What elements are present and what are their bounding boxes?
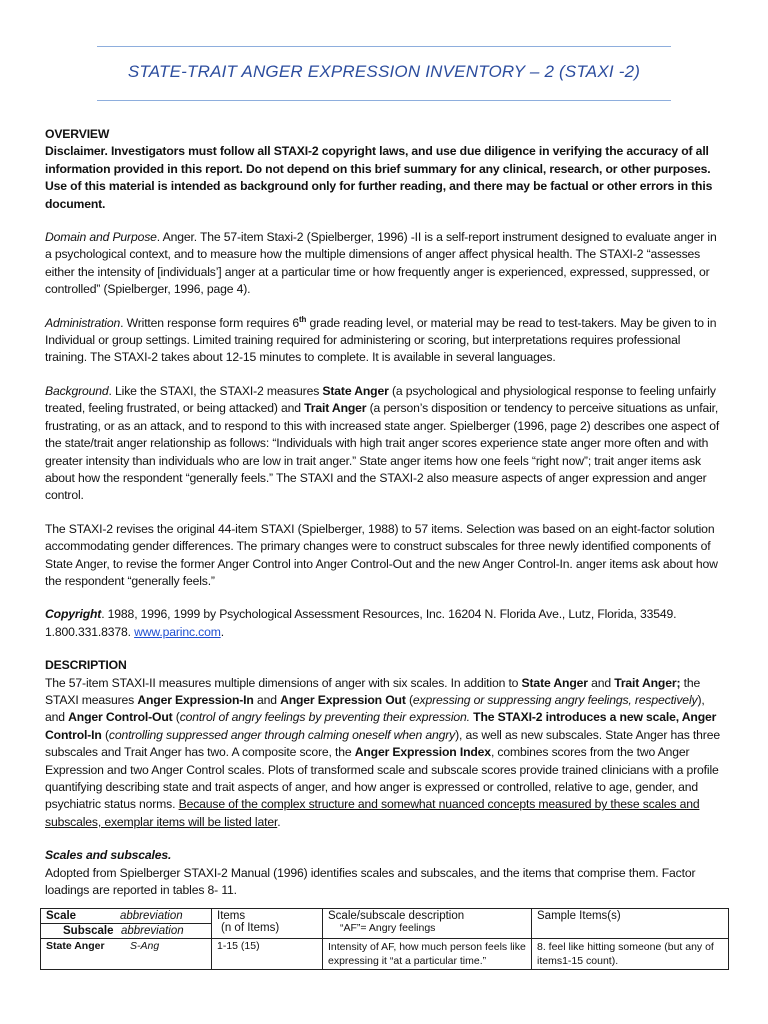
desc-control-out: Anger Control-Out (68, 710, 173, 725)
row-abbreviation: S-Ang (130, 940, 160, 952)
desc-italic-2: control of angry feelings by preventing their expression. (179, 710, 470, 725)
copyright-label: Copyright (45, 607, 102, 622)
copyright-paragraph (45, 606, 723, 641)
header-abbreviation: abbreviation (120, 910, 183, 922)
row-sample: 8. feel like hitting someone (but any of items1-15 count). (532, 939, 729, 970)
desc-expression-out: Anger Expression Out (280, 692, 406, 707)
background-text-3: (a person’s disposition or tendency to perceive situations as unfair, frustrating, or as an attack, and to respond to this with increased state anger. Spielberger (1996, page 2) describes one aspect of the state/trait anger relationship as follows: “Individuals with high trait anger scores experience state anger more often and with greater intensity than individuals who are low in trait anger.” State anger items how one feels “right now”; trait anger items ask about how the respondent “generally feels.” The STAXI and the STAXI-2 also measure aspects of anger expression and anger control. (45, 401, 720, 503)
document-body (45, 126, 723, 899)
description-heading: DESCRIPTION (45, 658, 127, 673)
description-paragraph (45, 675, 723, 832)
copyright-end: . (220, 624, 224, 639)
desc-text-2: and (587, 675, 615, 690)
header-scale-line (41, 909, 211, 924)
row-description: Intensity of AF, how much person feels like expressing it “at a particular time.” (323, 939, 532, 970)
desc-italic-1: expressing or suppressing angry feelings, respectively (412, 692, 698, 707)
desc-expression-index: Anger Expression Index (354, 745, 491, 760)
desc-expression-in: Anger Expression-In (137, 692, 254, 707)
administration-label: Administration (45, 315, 121, 330)
background-label: Background (45, 383, 109, 398)
scales-intro: Adopted from Spielberger STAXI-2 Manual (1996) identifies scales and subscales, and the items that comprise them. Factor loadings are reported in tables 8- 11. (45, 865, 696, 898)
domain-label: Domain and Purpose (45, 230, 157, 245)
row-scale: State Anger (46, 940, 105, 952)
header-sample: Sample Items(s) (537, 910, 621, 922)
desc-text-3: the STAXI measures (45, 675, 701, 707)
document-title: STATE-TRAIT ANGER EXPRESSION INVENTORY – 2 (STAXI -2) (127, 62, 641, 81)
background-state-anger: State Anger (322, 383, 389, 398)
administration-sup: th (299, 314, 307, 324)
domain-text: . Anger. The 57-item Staxi-2 (Spielberger, 1996) -II is a self-report instrument designed to evaluate anger in a psychological context, and to measure how the multiple dimensions of anger affect physical health. The STAXI-2 “assesses either the intensity of [individuals’] anger at a particular time or how frequently anger is experienced, expressed, suppressed, or controlled” (Spielberger, 1996, page 4). (45, 230, 717, 297)
desc-control-in: Anger Control-In (45, 710, 717, 742)
header-subscale-line (41, 924, 211, 938)
header-sample-cell (532, 909, 729, 939)
table-header-row (41, 909, 729, 939)
header-scale: Scale (46, 910, 77, 922)
domain-paragraph (45, 229, 723, 299)
header-description: Scale/subscale description (328, 910, 465, 922)
administration-text-b: grade reading level, or material may be read to test-takers. May be given to in Individual or group settings. Limited training required for administering or scoring, but interpretations requires professional training. The STAXI-2 takes about 12-15 minutes to complete. It is available in several languages. (45, 315, 717, 365)
desc-text-9: ( (101, 727, 109, 742)
desc-text-5: ( (405, 692, 413, 707)
revision-paragraph: The STAXI-2 revises the original 44-item STAXI (Spielberger, 1988) to 57 items. Selection was based on an eight-factor solution accommodating gender differences. The primary changes were to construct subscales for three newly identified components of State Anger, to revise the former Anger Control into Anger Control-Out and the new Anger Control-In. anger items ask about how the respondent “generally feels.” (45, 521, 718, 588)
header-scale-cell (41, 909, 212, 939)
desc-text-12: . (277, 814, 281, 829)
desc-underlined: Because of the complex structure and somewhat nuanced concepts measured by these scales and subscales, exemplar items will be listed later (45, 797, 700, 829)
scales-heading: Scales and subscales. (45, 848, 172, 863)
desc-text-4: and (253, 692, 281, 707)
background-text-2: (a psychological and physiological response to feeling unfairly treated, feeling frustrated, or being attacked) and (45, 383, 716, 416)
desc-text-11: , combines scores from the two Anger Expression and two Anger Control scales. Plots of transformed scale and subscale scores provide trained clinicians with a profile quantifying describing state and trait aspects of anger, and how anger is expressed or controlled, relative to age, gender, and psychiatric status norms. (45, 745, 719, 812)
desc-text-8: The STAXI-2 introduces a new scale, (469, 710, 682, 725)
desc-text-10: ), as well as new subscales. State Anger has three subscales and Trait Anger has two. A composite score, the (45, 727, 720, 760)
copyright-text: . 1988, 1996, 1999 by Psychological Assessment Resources, Inc. 16204 N. Florida Ave., Lutz, Florida, 33549. 1.800.331.8378. (45, 607, 677, 639)
administration-paragraph (45, 315, 723, 367)
desc-trait-anger: Trait Anger; (614, 675, 681, 690)
administration-text-a: . Written response form requires 6 (120, 315, 300, 330)
top-rule (97, 46, 671, 47)
desc-state-anger: State Anger (521, 675, 588, 690)
table-row (41, 939, 729, 970)
header-desc-cell (323, 909, 532, 939)
desc-text-6: ), and (45, 692, 705, 725)
header-sub-abbreviation: abbreviation (121, 925, 184, 937)
disclaimer-paragraph: Disclaimer. Investigators must follow all STAXI-2 copyright laws, and use due diligence in verifying the accuracy of all information provided in this report. Do not depend on this brief summary for any clinical, research, or other purposes. Use of this material is intended as background only for further reading, and there may be factual or other errors in this document. (45, 144, 713, 211)
parinc-link[interactable]: www.parinc.com (134, 624, 221, 639)
desc-text-7: ( (172, 710, 180, 725)
header-af-note: “AF”= Angry feelings (340, 922, 436, 934)
header-items-cell (212, 909, 323, 939)
overview-heading: OVERVIEW (45, 127, 110, 141)
title-rule (97, 100, 671, 101)
row-scale-cell (41, 939, 212, 970)
desc-italic-3: controlling suppressed anger through calming oneself when angry (108, 727, 456, 742)
background-trait-anger: Trait Anger (304, 401, 367, 416)
header-items: Items (217, 910, 246, 922)
background-paragraph (45, 383, 723, 505)
header-items-count: (n of Items) (221, 922, 280, 934)
background-text-1: . Like the STAXI, the STAXI-2 measures (108, 383, 323, 398)
header-subscale: Subscale (63, 925, 114, 937)
row-items: 1-15 (15) (212, 939, 323, 970)
desc-text-1: The 57-item STAXI-II measures multiple dimensions of anger with six scales. In addition to (45, 675, 522, 690)
scales-table (40, 908, 729, 970)
